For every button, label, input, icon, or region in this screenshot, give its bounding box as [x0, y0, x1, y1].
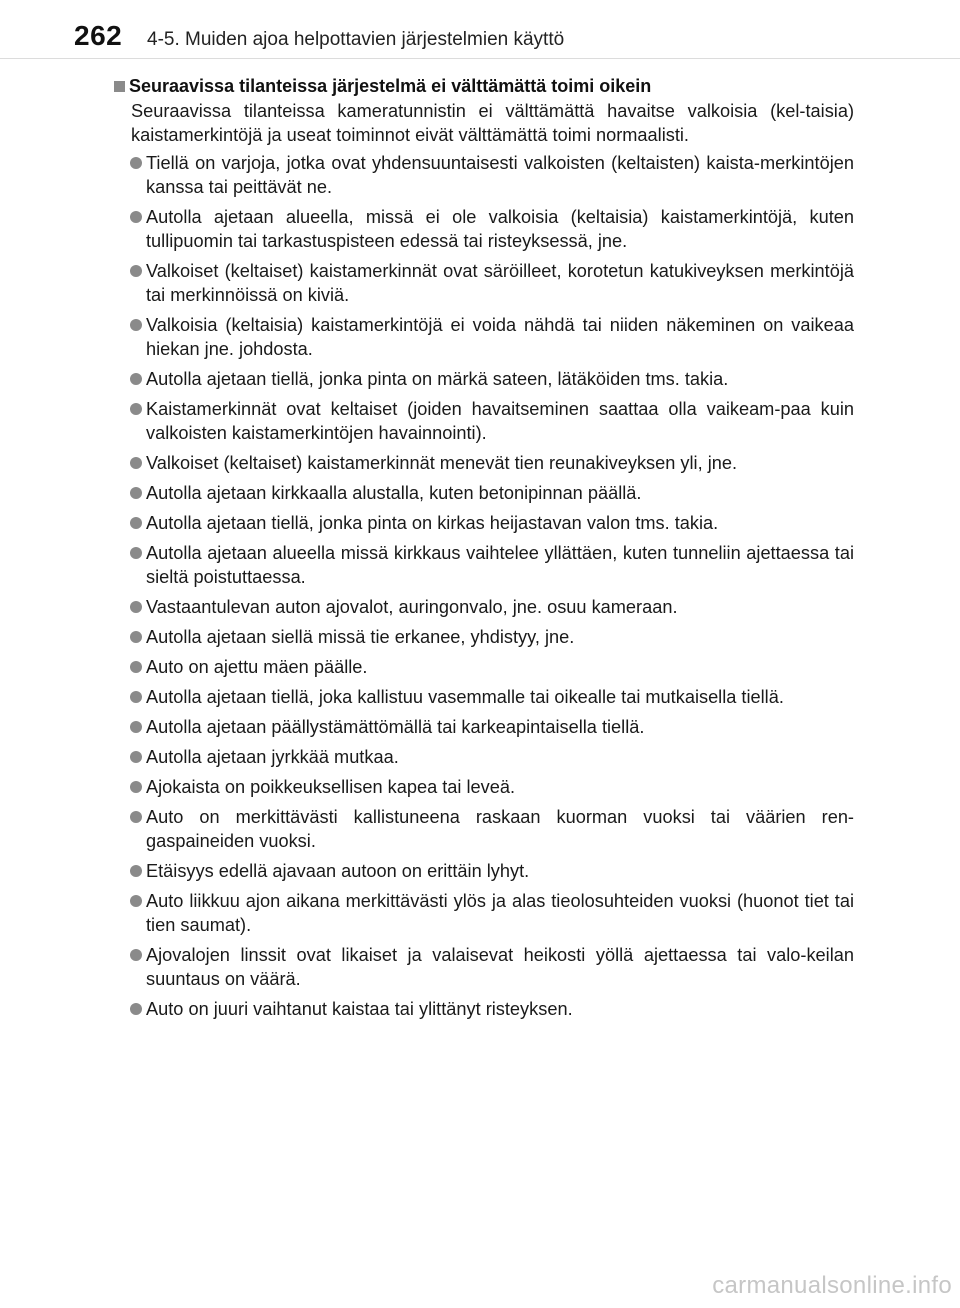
- list-item-text: Auto on juuri vaihtanut kaistaa tai ylittänyt risteyksen.: [146, 999, 573, 1019]
- list-item-text: Valkoisia (keltaisia) kaistamerkintöjä ei voida nähdä tai niiden näkeminen on vaikeaa hiekan jne. johdosta.: [146, 315, 854, 359]
- list-item: [114, 745, 854, 769]
- list-item: [114, 511, 854, 535]
- list-item: [114, 541, 854, 589]
- circle-bullet-icon: [130, 601, 142, 613]
- list-item: [114, 859, 854, 883]
- watermark: carmanualsonline.info: [712, 1272, 952, 1299]
- list-item: [114, 805, 854, 853]
- circle-bullet-icon: [130, 865, 142, 877]
- circle-bullet-icon: [130, 811, 142, 823]
- circle-bullet-icon: [130, 781, 142, 793]
- list-item-text: Valkoiset (keltaiset) kaistamerkinnät menevät tien reunakiveyksen yli, jne.: [146, 453, 738, 473]
- section-heading: [114, 73, 854, 99]
- page-header: [0, 0, 960, 62]
- list-item: [114, 943, 854, 991]
- circle-bullet-icon: [130, 949, 142, 961]
- list-item: [114, 775, 854, 799]
- list-item-text: Autolla ajetaan tiellä, joka kallistuu vasemmalle tai oikealle tai mutkaisella tiellä.: [146, 687, 784, 707]
- list-item: [114, 625, 854, 649]
- list-item-text: Auto liikkuu ajon aikana merkittävästi ylös ja alas tieolosuhteiden vuoksi (huonot tiet tai tien saumat).: [146, 891, 854, 935]
- circle-bullet-icon: [130, 487, 142, 499]
- list-item: [114, 367, 854, 391]
- list-item: [114, 205, 854, 253]
- circle-bullet-icon: [130, 751, 142, 763]
- list-item-text: Autolla ajetaan tiellä, jonka pinta on kirkas heijastavan valon tms. takia.: [146, 513, 719, 533]
- list-item-text: Auto on ajettu mäen päälle.: [146, 657, 368, 677]
- list-item-text: Autolla ajetaan jyrkkää mutkaa.: [146, 747, 399, 767]
- header-divider: [0, 58, 960, 59]
- list-item: [114, 151, 854, 199]
- list-item: [114, 655, 854, 679]
- list-item-text: Ajokaista on poikkeuksellisen kapea tai leveä.: [146, 777, 516, 797]
- circle-bullet-icon: [130, 373, 142, 385]
- circle-bullet-icon: [130, 721, 142, 733]
- list-item: [114, 715, 854, 739]
- list-item: [114, 259, 854, 307]
- circle-bullet-icon: [130, 265, 142, 277]
- list-item-text: Autolla ajetaan siellä missä tie erkanee, yhdistyy, jne.: [146, 627, 575, 647]
- list-item-text: Kaistamerkinnät ovat keltaiset (joiden havaitseminen saattaa olla vaikeam-paa kuin valkoisten kaistamerkintöjen havainnointi).: [146, 399, 854, 443]
- circle-bullet-icon: [130, 457, 142, 469]
- list-item-text: Autolla ajetaan tiellä, jonka pinta on märkä sateen, lätäköiden tms. takia.: [146, 369, 729, 389]
- list-item-text: Autolla ajetaan päällystämättömällä tai karkeapintaisella tiellä.: [146, 717, 645, 737]
- list-item: [114, 451, 854, 475]
- list-item-text: Auto on merkittävästi kallistuneena raskaan kuorman vuoksi tai väärien ren-gaspaineiden vuoksi.: [146, 807, 854, 851]
- section-heading-text: Seuraavissa tilanteissa järjestelmä ei välttämättä toimi oikein: [129, 76, 652, 96]
- circle-bullet-icon: [130, 631, 142, 643]
- list-item-text: Tiellä on varjoja, jotka ovat yhdensuuntaisesti valkoisten (keltaisten) kaista-merkintöjen kanssa tai peittävät ne.: [146, 153, 854, 197]
- circle-bullet-icon: [130, 517, 142, 529]
- list-item-text: Vastaantulevan auton ajovalot, auringonvalo, jne. osuu kameraan.: [146, 597, 678, 617]
- list-item: [114, 889, 854, 937]
- list-item: [114, 997, 854, 1021]
- list-item-text: Etäisyys edellä ajavaan autoon on erittäin lyhyt.: [146, 861, 530, 881]
- condition-list: [114, 151, 854, 1021]
- list-item: [114, 397, 854, 445]
- list-item: [114, 313, 854, 361]
- square-bullet-icon: [114, 81, 125, 92]
- circle-bullet-icon: [130, 661, 142, 673]
- list-item: [114, 595, 854, 619]
- list-item-text: Autolla ajetaan alueella missä kirkkaus vaihtelee yllättäen, kuten tunneliin ajettaessa tai sieltä poistuttaessa.: [146, 543, 854, 587]
- list-item: [114, 481, 854, 505]
- circle-bullet-icon: [130, 403, 142, 415]
- list-item: [114, 685, 854, 709]
- circle-bullet-icon: [130, 211, 142, 223]
- list-item-text: Autolla ajetaan alueella, missä ei ole valkoisia (keltaisia) kaistamerkintöjä, kuten tullipuomin tai tarkastuspisteen edessä tai risteyksessä, jne.: [146, 207, 854, 251]
- circle-bullet-icon: [130, 319, 142, 331]
- circle-bullet-icon: [130, 547, 142, 559]
- circle-bullet-icon: [130, 895, 142, 907]
- circle-bullet-icon: [130, 157, 142, 169]
- list-item-text: Autolla ajetaan kirkkaalla alustalla, kuten betonipinnan päällä.: [146, 483, 642, 503]
- list-item-text: Valkoiset (keltaiset) kaistamerkinnät ovat säröilleet, korotetun katukiveyksen merkintöjä tai merkinnöissä on kiviä.: [146, 261, 854, 305]
- circle-bullet-icon: [130, 1003, 142, 1015]
- chapter-title: 4-5. Muiden ajoa helpottavien järjestelmien käyttö: [147, 29, 565, 50]
- section-content: [114, 73, 854, 1027]
- list-item-text: Ajovalojen linssit ovat likaiset ja valaisevat heikosti yöllä ajettaessa tai valo-keilan suuntaus on väärä.: [146, 945, 854, 989]
- circle-bullet-icon: [130, 691, 142, 703]
- section-intro: Seuraavissa tilanteissa kameratunnistin ei välttämättä havaitse valkoisia (kel-taisia) kaistamerkintöjä ja useat toiminnot eivät välttämättä toimi normaalisti.: [131, 101, 854, 145]
- page-number: 262: [74, 20, 123, 51]
